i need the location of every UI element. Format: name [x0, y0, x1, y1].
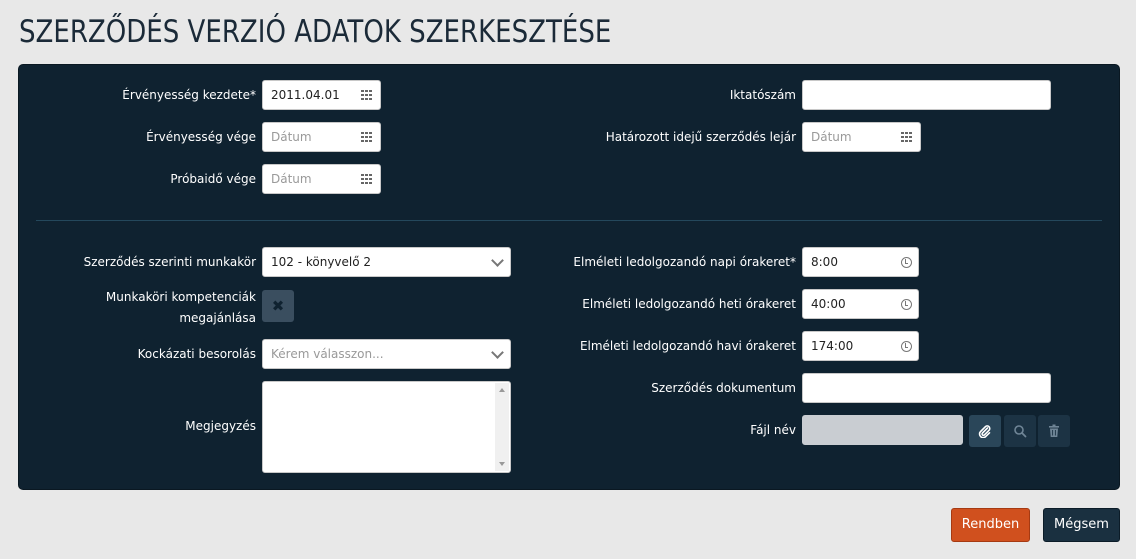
- competency-offer-label-line2: megajánlása: [179, 311, 256, 325]
- scroll-up-icon[interactable]: [499, 388, 505, 392]
- competency-offer-label-line1: Munkaköri kompetenciák: [105, 290, 256, 304]
- calendar-icon[interactable]: [901, 132, 913, 142]
- valid-from-label: Érvényesség kezdete*: [122, 88, 256, 102]
- job-position-select[interactable]: [262, 247, 511, 277]
- risk-category-label: Kockázati besorolás: [137, 347, 256, 361]
- note-label: Megjegyzés: [185, 419, 256, 433]
- chevron-down-icon: [491, 346, 504, 359]
- search-icon: [1013, 424, 1027, 438]
- scroll-down-icon[interactable]: [499, 462, 505, 466]
- cancel-button[interactable]: Mégsem: [1043, 508, 1120, 542]
- daily-hours-input[interactable]: [802, 247, 919, 277]
- calendar-icon[interactable]: [361, 132, 373, 142]
- clock-icon[interactable]: [901, 341, 912, 352]
- paperclip-icon: [978, 424, 992, 438]
- competency-offer-label: [56, 287, 256, 329]
- chevron-down-icon: [491, 254, 504, 267]
- competency-offer-toggle[interactable]: [262, 290, 294, 322]
- probation-end-field[interactable]: [262, 164, 381, 194]
- probation-end-placeholder: Dátum: [271, 172, 312, 186]
- section-divider: [36, 220, 1102, 221]
- fixed-term-expiry-field[interactable]: [802, 122, 921, 152]
- weekly-hours-label: Elméleti ledolgozandó heti órakeret: [582, 297, 796, 311]
- reference-no-label: Iktatószám: [729, 88, 796, 102]
- valid-to-label: Érvényesség vége: [146, 130, 256, 144]
- preview-button[interactable]: [1004, 415, 1036, 447]
- job-position-value: 102 - könyvelő 2: [271, 255, 372, 269]
- valid-to-field[interactable]: [262, 122, 381, 152]
- note-value: [263, 382, 510, 394]
- close-icon: ✖: [271, 297, 285, 315]
- ok-button[interactable]: Rendben: [951, 508, 1030, 542]
- contract-document-label: Szerződés dokumentum: [651, 381, 796, 395]
- risk-category-select[interactable]: [262, 339, 511, 369]
- fixed-term-expiry-placeholder: Dátum: [811, 130, 852, 144]
- clock-icon[interactable]: [901, 257, 912, 268]
- calendar-icon[interactable]: [361, 174, 373, 184]
- valid-to-placeholder: Dátum: [271, 130, 312, 144]
- attach-button[interactable]: [969, 415, 1001, 447]
- contract-document-input[interactable]: [802, 373, 1051, 403]
- file-name-input: [802, 415, 963, 445]
- calendar-icon[interactable]: [361, 90, 373, 100]
- delete-file-button[interactable]: [1038, 415, 1070, 447]
- form-panel: [19, 65, 1119, 489]
- reference-no-input[interactable]: [802, 80, 1051, 110]
- job-position-label: Szerződés szerinti munkakör: [83, 255, 256, 269]
- monthly-hours-input[interactable]: [802, 331, 919, 361]
- risk-category-placeholder: Kérem válasszon...: [271, 347, 384, 361]
- monthly-hours-value: 174:00: [811, 339, 854, 353]
- clock-icon[interactable]: [901, 299, 912, 310]
- fixed-term-expiry-label: Határozott idejű szerződés lejár: [605, 130, 796, 144]
- note-scrollbar[interactable]: [495, 383, 509, 471]
- daily-hours-value: 8:00: [811, 255, 838, 269]
- page-title: SZERZŐDÉS VERZIÓ ADATOK SZERKESZTÉSE: [19, 14, 612, 50]
- probation-end-label: Próbaidő vége: [170, 172, 256, 186]
- trash-icon: [1048, 424, 1060, 438]
- file-name-label: Fájl név: [750, 423, 796, 437]
- note-textarea[interactable]: [262, 381, 511, 473]
- weekly-hours-input[interactable]: [802, 289, 919, 319]
- monthly-hours-label: Elméleti ledolgozandó havi órakeret: [579, 339, 796, 353]
- weekly-hours-value: 40:00: [811, 297, 846, 311]
- daily-hours-label: Elméleti ledolgozandó napi órakeret*: [573, 255, 796, 269]
- valid-from-value: 2011.04.01: [271, 88, 340, 102]
- valid-from-field[interactable]: [262, 80, 381, 110]
